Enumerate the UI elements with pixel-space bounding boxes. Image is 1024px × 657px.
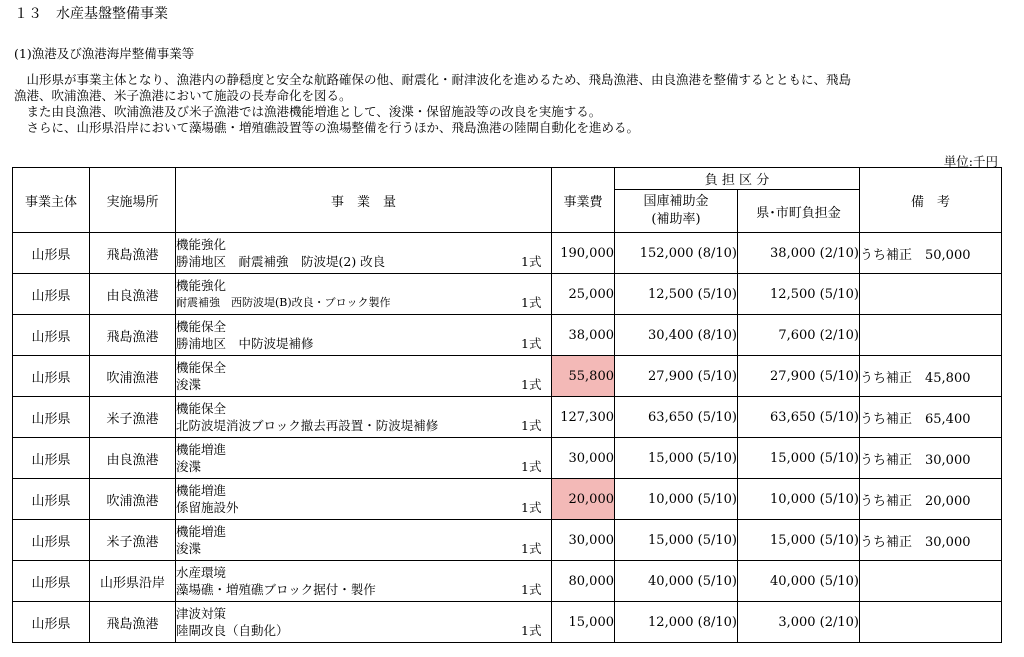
paragraph-line: さらに、山形県沿岸において藻場礁・増殖礁設置等の漁場整備を行うほか、飛島漁港の陸閘自動化を進める。 [14,120,640,135]
remarks-cell [860,602,1002,643]
paragraph-line: 山形県が事業主体となり、漁港内の静穏度と安全な航路確保の他、耐震化・耐津波化を進めるため、飛島漁港、由良漁港を整備するとともに、飛島 [14,72,852,87]
national-subsidy-cell: 12,000 (8/10) [615,602,738,643]
national-subsidy-cell: 12,500 (5/10) [615,274,738,315]
quantity-count: 1式 [521,541,542,556]
location-cell: 由良漁港 [90,438,176,479]
quantity-category: 機能保全 [176,319,227,334]
header-location: 実施場所 [90,168,176,233]
prefectural-burden-cell: 38,000 (2/10) [738,233,860,274]
table-row [13,479,1002,520]
national-subsidy-cell: 30,400 (8/10) [615,315,738,356]
cost-cell: 20,000 [552,479,615,520]
quantity-cell [176,356,552,397]
quantity-cell [176,561,552,602]
prefectural-burden-cell: 40,000 (5/10) [738,561,860,602]
location-cell: 米子漁港 [90,520,176,561]
table-row [13,274,1002,315]
header-burden-group: 負 担 区 分 [615,168,860,190]
quantity-category: 機能保全 [176,401,227,416]
location-cell: 山形県沿岸 [90,561,176,602]
quantity-category: 機能増進 [176,483,227,498]
cost-cell: 127,300 [552,397,615,438]
remarks-cell: うち補正 30,000 [860,438,1002,479]
quantity-cell [176,233,552,274]
quantity-description: 浚渫 [176,541,202,556]
prefectural-burden-cell: 3,000 (2/10) [738,602,860,643]
quantity-cell [176,520,552,561]
national-subsidy-cell: 40,000 (5/10) [615,561,738,602]
entity-cell: 山形県 [13,274,90,315]
quantity-count: 1式 [521,623,542,638]
table-row [13,233,1002,274]
quantity-description: 勝浦地区 耐震補強 防波堤(2) 改良 [176,254,386,269]
remarks-cell: うち補正 20,000 [860,479,1002,520]
national-subsidy-cell: 152,000 (8/10) [615,233,738,274]
header-prefectural: 県･市町負担金 [738,190,860,233]
quantity-count: 1式 [521,336,542,351]
quantity-description: 勝浦地区 中防波堤補修 [176,336,314,351]
quantity-cell [176,397,552,438]
cost-cell: 25,000 [552,274,615,315]
cost-cell: 30,000 [552,438,615,479]
cost-cell: 80,000 [552,561,615,602]
quantity-count: 1式 [521,295,542,310]
remarks-cell: うち補正 65,400 [860,397,1002,438]
quantity-count: 1式 [521,254,542,269]
remarks-cell: うち補正 45,800 [860,356,1002,397]
quantity-description: 陸閘改良（自動化） [176,623,289,638]
quantity-count: 1式 [521,500,542,515]
header-remarks: 備 考 [860,168,1002,233]
quantity-category: 津波対策 [176,606,227,621]
remarks-cell: うち補正 50,000 [860,233,1002,274]
prefectural-burden-cell: 7,600 (2/10) [738,315,860,356]
entity-cell: 山形県 [13,438,90,479]
budget-table [12,167,1002,643]
remarks-cell [860,315,1002,356]
quantity-description: 係留施設外 [176,500,239,515]
header-national-subsidy [615,190,738,233]
paragraph-line: また由良漁港、吹浦漁港及び米子漁港では漁港機能増進として、浚渫・保留施設等の改良を実施する。 [14,104,602,119]
location-cell: 吹浦漁港 [90,356,176,397]
quantity-description: 浚渫 [176,377,202,392]
prefectural-burden-cell: 27,900 (5/10) [738,356,860,397]
table-row [13,520,1002,561]
location-cell: 米子漁港 [90,397,176,438]
header-cost: 事業費 [552,168,615,233]
table-row [13,356,1002,397]
quantity-description: 浚渫 [176,459,202,474]
quantity-category: 機能強化 [176,237,227,252]
entity-cell: 山形県 [13,397,90,438]
quantity-count: 1式 [521,418,542,433]
cost-cell: 55,800 [552,356,615,397]
entity-cell: 山形県 [13,602,90,643]
prefectural-burden-cell: 15,000 (5/10) [738,438,860,479]
table-row [13,397,1002,438]
entity-cell: 山形県 [13,561,90,602]
header-national-line2: (補助率) [651,212,701,227]
entity-cell: 山形県 [13,233,90,274]
quantity-count: 1式 [521,459,542,474]
header-quantity: 事 業 量 [176,168,552,233]
section-heading: １３ 水産基盤整備事業 [14,6,168,22]
entity-cell: 山形県 [13,315,90,356]
table-row [13,602,1002,643]
header-entity: 事業主体 [13,168,90,233]
location-cell: 由良漁港 [90,274,176,315]
prefectural-burden-cell: 63,650 (5/10) [738,397,860,438]
quantity-cell [176,315,552,356]
quantity-cell [176,438,552,479]
location-cell: 飛島漁港 [90,602,176,643]
prefectural-burden-cell: 12,500 (5/10) [738,274,860,315]
quantity-category: 水産環境 [176,565,227,580]
national-subsidy-cell: 10,000 (5/10) [615,479,738,520]
cost-cell: 190,000 [552,233,615,274]
national-subsidy-cell: 63,650 (5/10) [615,397,738,438]
quantity-description: 耐震補強 西防波堤(B)改良・ブロック製作 [176,296,391,309]
prefectural-burden-cell: 10,000 (5/10) [738,479,860,520]
cost-cell: 38,000 [552,315,615,356]
remarks-cell [860,274,1002,315]
quantity-description: 北防波堤消波ブロック撤去再設置・防波堤補修 [176,418,439,433]
location-cell: 吹浦漁港 [90,479,176,520]
entity-cell: 山形県 [13,356,90,397]
quantity-category: 機能増進 [176,524,227,539]
table-row [13,438,1002,479]
table-row [13,561,1002,602]
quantity-count: 1式 [521,582,542,597]
quantity-count: 1式 [521,377,542,392]
location-cell: 飛島漁港 [90,233,176,274]
header-national-line1: 国庫補助金 [643,194,709,209]
national-subsidy-cell: 15,000 (5/10) [615,520,738,561]
prefectural-burden-cell: 15,000 (5/10) [738,520,860,561]
unit-label: 単位:千円 [943,154,998,169]
quantity-category: 機能増進 [176,442,227,457]
quantity-category: 機能保全 [176,360,227,375]
entity-cell: 山形県 [13,520,90,561]
remarks-cell: うち補正 30,000 [860,520,1002,561]
cost-cell: 15,000 [552,602,615,643]
subsection-heading: (1)漁港及び漁港海岸整備事業等 [14,46,195,61]
cost-cell: 30,000 [552,520,615,561]
national-subsidy-cell: 27,900 (5/10) [615,356,738,397]
paragraph-line: 漁港、吹浦漁港、米子漁港において施設の長寿命化を図る。 [14,88,352,103]
entity-cell: 山形県 [13,479,90,520]
quantity-cell [176,602,552,643]
table-row [13,315,1002,356]
quantity-description: 藻場礁・増殖礁ブロック据付・製作 [176,582,376,597]
table-body [13,233,1002,643]
remarks-cell [860,561,1002,602]
quantity-cell [176,274,552,315]
national-subsidy-cell: 15,000 (5/10) [615,438,738,479]
quantity-category: 機能強化 [176,278,227,293]
location-cell: 飛島漁港 [90,315,176,356]
quantity-cell [176,479,552,520]
